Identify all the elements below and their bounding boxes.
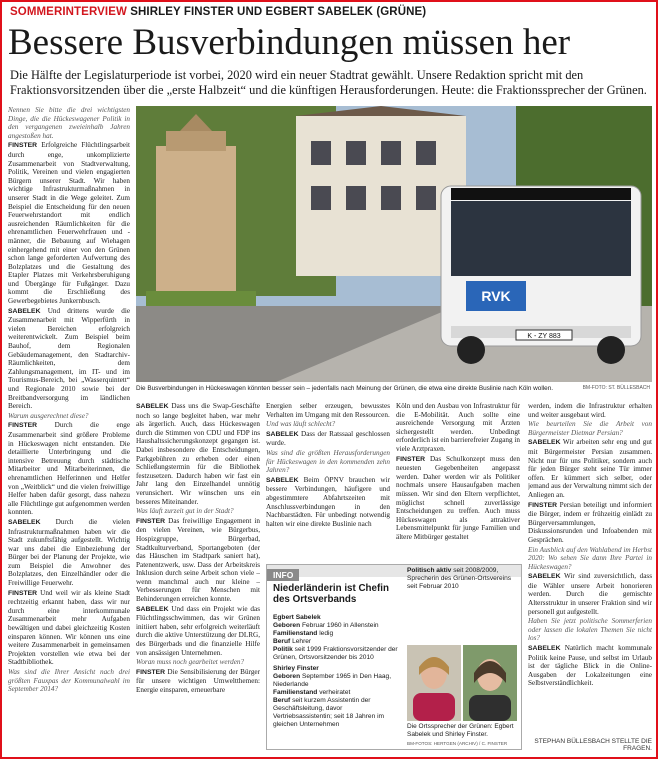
question: Ein Ausblick auf den Wahlabend im Herbst 2020: Wo sehen Sie dann Ihre Partei in Hückeswagen? bbox=[528, 545, 652, 571]
kicker bbox=[10, 6, 426, 18]
question: Warum ausgerechnet diese? bbox=[8, 411, 89, 420]
info-photo-credit: BM-FOTOS: HERTGEN (ARCHIV) / C. FINSTER bbox=[407, 741, 508, 746]
question: Haben Sie jetzt politische Sommerferien oder lassen die lokalen Themen Sie nicht los? bbox=[528, 617, 652, 643]
paragraph: Energien selber erzeugen, bewusstes Verhalten im Umgang mit den Ressourcen. bbox=[266, 402, 390, 419]
speaker-name: SABELEK bbox=[528, 645, 561, 653]
speaker-name: FINSTER bbox=[136, 668, 166, 676]
speaker-name: FINSTER bbox=[8, 589, 38, 597]
question: Was sind die Ihrer Ansicht nach drei größten Fauxpas der Kommunalwahl im September 2014? bbox=[8, 668, 130, 694]
question: Was läuft zurzeit gut in der Stadt? bbox=[136, 507, 234, 516]
speaker-name: SABELEK bbox=[528, 573, 561, 581]
answer-text: Durch die enge Zusammenarbeit sind größere Probleme in Hückeswagen nicht entstanden. Die detaillierte Unterbringung und die intensive Betreuung durch städtische Mitarbeiter und Mitarbeiterinnen, die ehrenamtlichen Helferinnen und Helfer von „Weitblick“ und die vielen freiwillige Helfer haben dafür gesorgt, dass nahezu alle Flüchtlinge gut aufgenommen werden konnten. bbox=[8, 421, 130, 517]
info-title: Niederländerin ist Chefin des Ortsverbands bbox=[273, 583, 389, 605]
answer bbox=[528, 501, 652, 545]
profile-label: Politisch aktiv bbox=[407, 567, 452, 574]
headline: Bessere Busverbindungen müssen her bbox=[8, 22, 571, 63]
bus-photo bbox=[136, 106, 652, 382]
lead-paragraph: Die Hälfte der Legislaturperiode ist vorbei, 2020 wird ein neuer Stadtrat gewählt. Unsere Redaktion spricht mit den Fraktionsvorsitzenden über die „erste Halbzeit“ und die künftigen Herausforderungen. Heute: die Fraktionssprecher der Grünen. bbox=[10, 68, 647, 97]
profile-value: September 1965 in Den Haag, Niederlande bbox=[273, 673, 392, 688]
answer bbox=[528, 572, 652, 616]
info-profiles-continued bbox=[407, 567, 517, 591]
profile-label: Geboren bbox=[273, 673, 301, 680]
license-plate: K - ZY 883 bbox=[527, 333, 561, 340]
speaker-name: FINSTER bbox=[528, 501, 558, 509]
answer-text: Und weil wir als kleine Stadt rechtzeitig erkannt haben, dass wir nur durch eine interkommunale Zusammenarbeit mehr Aufgaben bewältigen und dabei gleichzeitig Kosten einsparen können. Wir können uns eine weitere Zusammenarbeit in gemeinsamen Projekten vorstellen wie etwa bei der Stadtbibliothek. bbox=[8, 588, 130, 667]
speaker-name: SABELEK bbox=[8, 307, 41, 315]
profile-label: Geboren bbox=[273, 622, 301, 629]
portrait-sabelek bbox=[407, 645, 461, 721]
speaker-name: SABELEK bbox=[136, 605, 169, 613]
photo-caption bbox=[136, 385, 652, 392]
answer-text: Dass uns die Swap-Geschäfte noch so lange begleitet haben, war mehr als ärgerlich. Auch, dass Hückeswagen durch die Stimmen von CDU und FDP ins Haushaltssicherungskonzept gegangen ist. Dabei insbesondere die Entscheidungen, Parkgebühren zu erheben oder einen Schließungstermin für die Bibliothek festzusetzen. Dadurch haben wir fast ein Jahr lang den Einzelhandel unnötig verunsichert. Wir wünschen uns ein besseres Miteinander. bbox=[136, 402, 260, 506]
answer-text: Wir sind zuversichtlich, dass die Wähler unsere Arbeit honorieren werden. Durch die gemischte Altersstruktur in unserer Fraktion sind wir personell gut aufgestellt. bbox=[528, 572, 652, 616]
speaker-name: FINSTER bbox=[8, 142, 38, 150]
article-column-1 bbox=[8, 106, 130, 756]
answer-text: Die Sensibilisierung der Bürger für unsere wichtigen Umweltthemen: Energie einsparen, erneuerbare bbox=[136, 667, 260, 694]
portrait-image bbox=[463, 645, 517, 721]
speaker-name: SABELEK bbox=[8, 518, 41, 526]
answer-text: Das Schulkonzept muss den neuesten Gegebenheiten angepasst werden. Daher werden wir als Politiker nochmals unsere Hausaufgaben machen müssen. Wir sind den Eltern verpflichtet, möglichst schnell zuverlässige Entscheidungen zu treffen. Auch muss Hückeswagen als attraktiver Lebensmittelpunkt für junge Familien und ältere Mitbürger gestaltet bbox=[396, 454, 520, 541]
question: Und was läuft schlecht? bbox=[266, 420, 336, 429]
profile-line bbox=[407, 567, 517, 591]
answer bbox=[266, 476, 390, 529]
answer bbox=[8, 307, 130, 411]
bus-photo-illustration bbox=[136, 106, 652, 382]
answer-text: Beim ÖPNV brauchen wir bessere Verbindungen, häufigere und abgestimmtere Abfahrtszeiten mit Anschlussverbindungen in den Nachbarstädten. Für unbedingt notwendig halten wir eine direkte Buslinie nach bbox=[266, 475, 390, 528]
answer-text: Und drittens wurde die Zusammenarbeit mit Wipperfürth in vielen Bereichen erfolgreich weiterentwickelt. Zum Beispiel beim Bauhof, dem Regionalen Gebäudemanagement, den Stadtarchiv-Räumlichkeiten, dem Zahlungsmanagement, im IT- und im Tourismus-Bereich, bei „Wasserquintett“ und Regionale 2010 sowie bei der Breitbandversorgung im ländlichen Bereich. bbox=[8, 306, 130, 411]
bus-logo: RVK bbox=[481, 288, 511, 304]
profile-label: Familienstand bbox=[273, 630, 318, 637]
profile-value: seit 2008/2009, Sprecherin des Grünen-Ortsvereins seit Februar 2010 bbox=[407, 567, 512, 590]
answer-text: Das freiwillige Engagement in den vielen Vereinen, wie Bürgerbus, Hospizgruppe, Bürgerbad, Stadtkulturverband, Sportangeboten (der das Häuschen im Stadtpark saniert hat), Patenentzwerk, usw. Dass der Arbeitskreis Inklusion durch seine Arbeit schon viele – wenn manchmal auch nur kleine – Verbesserungen für Menschen mit Behinderungen erreichen konnte. bbox=[136, 516, 260, 604]
profile-value: seit kurzem Assistentin der Geschäftsleitung, davor Vertriebsassistentin; seit 18 Jahren im gleichen Unternehmen bbox=[273, 697, 385, 728]
profile-label: Politik bbox=[273, 646, 293, 653]
kicker-label: SOMMERINTERVIEW bbox=[10, 6, 127, 18]
question: Woran muss noch gearbeitet werden? bbox=[136, 658, 245, 667]
answer bbox=[8, 589, 130, 667]
answer bbox=[8, 141, 130, 305]
answer bbox=[8, 518, 130, 588]
speaker-name: SABELEK bbox=[266, 476, 299, 484]
profile-line bbox=[273, 622, 401, 630]
info-tab-label: INFO bbox=[267, 569, 299, 581]
profile-label: Beruf bbox=[273, 697, 291, 704]
profile-line bbox=[273, 673, 401, 689]
portrait-finster bbox=[463, 645, 517, 721]
profile-value: verheiratet bbox=[319, 689, 351, 696]
speaker-name: SABELEK bbox=[266, 430, 299, 438]
answer-text: Natürlich macht kommunale Politik keine Pause, und selbst im Urlaub ist der tägliche Blick in die Online-Ausgaben der Lokalzeitungen eine Selbstverständlichkeit. bbox=[528, 644, 652, 688]
answer-text: Wir arbeiten sehr eng und gut mit Bürgermeister Persian zusammen. Nicht nur für uns Politiker, sondern auch für jeden Bürger steht seine Tür immer offen. Er kümmert sich selber, oder jemand aus der Verwaltung nimmt sich der Anliegen an. bbox=[528, 438, 652, 499]
info-photo-caption: Die Ortssprecher der Grünen: Egbert Sabelek und Shirley Finster. bbox=[407, 723, 514, 738]
paragraph: werden, indem die Infrastruktur erhalten und weiter ausgebaut wird. bbox=[528, 402, 652, 419]
answer-text: Persian beteiligt und informiert die Bürger, indem er frühzeitig einlädt zu Bürgerversammlungen, Diskussionsrunden und Infoabenden mit Gesprächen. bbox=[528, 500, 652, 544]
photo-credit: BM-FOTO: ST. BÜLLESBACH bbox=[582, 385, 650, 391]
speaker-name: FINSTER bbox=[8, 422, 38, 430]
answer-text: Durch die vielen Infrastrukturmaßnahmen haben wir die Stadt zukunftsfähig aufgestellt. Wichtig war uns dabei die Einbeziehung der Bürger bei der Planung der Projekte, wie zum Beispiel die Anwohner des Bolzplatzes, den Einzelhändler oder die Freiwillige Feuerwehr. bbox=[8, 517, 130, 588]
speaker-name: FINSTER bbox=[136, 517, 166, 525]
profile-value: Februar 1960 in Allenstein bbox=[301, 622, 379, 629]
profile-value: Lehrer bbox=[292, 638, 312, 645]
speaker-name: FINSTER bbox=[396, 455, 426, 463]
profile-value: ledig bbox=[319, 630, 334, 637]
question: Wie beurteilen Sie die Arbeit von Bürgermeister Dietmar Persian? bbox=[528, 420, 652, 437]
answer bbox=[528, 438, 652, 499]
info-box bbox=[266, 564, 522, 750]
answer-text: Dass der Ratssaal geschlossen wurde. bbox=[266, 429, 390, 448]
profile-line bbox=[273, 689, 401, 697]
profile-line bbox=[273, 630, 401, 638]
paragraph: Köln und den Ausbau von Infrastruktur für die E-Mobilität. Auch sollte eine ausreichende Versorgung mit Ärzten sichergestellt werden. Unbedingt erforderlich ist ein barrierefreier Zugang in viele Arztpraxen. bbox=[396, 402, 520, 453]
question: Nennen Sie bitte die drei wichtigsten Dinge, die die Hückeswagener Politik in den vergangenen zweieinhalb Jahren angestoßen hat. bbox=[8, 106, 130, 140]
speaker-name: SABELEK bbox=[136, 403, 169, 410]
profile-name: Shirley Finster bbox=[273, 665, 319, 672]
profile-value: seit 1999 Fraktionsvorsitzender der Grünen, Ortsvorsitzender bis 2010 bbox=[273, 646, 398, 661]
article-column-5 bbox=[528, 402, 652, 752]
answer bbox=[8, 421, 130, 517]
answer bbox=[266, 430, 390, 448]
question: Was sind die größten Herausforderungen für Hückeswagen in den kommenden zehn Jahren? bbox=[266, 448, 390, 475]
profile-line bbox=[273, 646, 401, 662]
byline: STEPHAN BÜLLESBACH STELLTE DIE FRAGEN. bbox=[534, 738, 652, 752]
profile-line bbox=[273, 697, 401, 729]
photo-caption-text: Die Busverbindungen in Hückeswagen könnten besser sein – jedenfalls nach Meinung der Grünen, die etwa eine direkte Buslinie nach Köln wollen. bbox=[136, 385, 554, 392]
article-column-4 bbox=[396, 402, 520, 562]
article-column-3 bbox=[266, 402, 390, 562]
answer bbox=[136, 402, 260, 506]
answer-text: Und dass ein Projekt wie das Flüchtlingsschwimmen, das wir Grünen initiiert haben, sehr erfolgreich weiterläuft durch die aktive Unterstützung der DLRG, des Bürgerbads und die finanzielle Hilfe von ansässigen Unternehmen. bbox=[136, 604, 260, 657]
answer-text: Erfolgreiche Flüchtlingsarbeit durch enge, unkomplizierte Zusammenarbeit von Stadtverwaltung, Politik, Vereinen und vielen engagierten Bürgern unserer Stadt. Wir haben wichtige Infrastrukturmaßnahmen in unserer Stadt in die Wege geleitet. Zum Beispiel die Entscheidung für den neuen Feuerwehrstandort mit endlich ausreichenden Räumlichkeiten für die ehrenamtlichen Feuerwehrfrauen und -männer, die Bebauung auf Wiehagen einhergehend mit einer von den Grünen schon lange geforderten Aufwertung des Bolzplatzes und die Gestaltung des Etapler Platzes mit Verkehrsberuhigung und Übergänge für Fußgänger. Dazu kommt die Erschließung des Gewerbegebietes Junkernbusch. bbox=[8, 141, 130, 306]
kicker-names: SHIRLEY FINSTER UND EGBERT SABELEK (GRÜNE) bbox=[130, 6, 427, 18]
profile-label: Familienstand bbox=[273, 689, 318, 696]
answer bbox=[396, 455, 520, 542]
article-column-2 bbox=[136, 402, 260, 752]
speaker-name: SABELEK bbox=[528, 439, 561, 447]
profile-name: Egbert Sabelek bbox=[273, 614, 321, 621]
answer bbox=[136, 668, 260, 695]
profile-label: Beruf bbox=[273, 638, 291, 645]
profile-line bbox=[273, 638, 401, 646]
answer bbox=[528, 644, 652, 688]
info-profiles bbox=[273, 611, 401, 729]
portrait-image bbox=[407, 645, 461, 721]
answer bbox=[136, 517, 260, 604]
answer bbox=[136, 605, 260, 658]
